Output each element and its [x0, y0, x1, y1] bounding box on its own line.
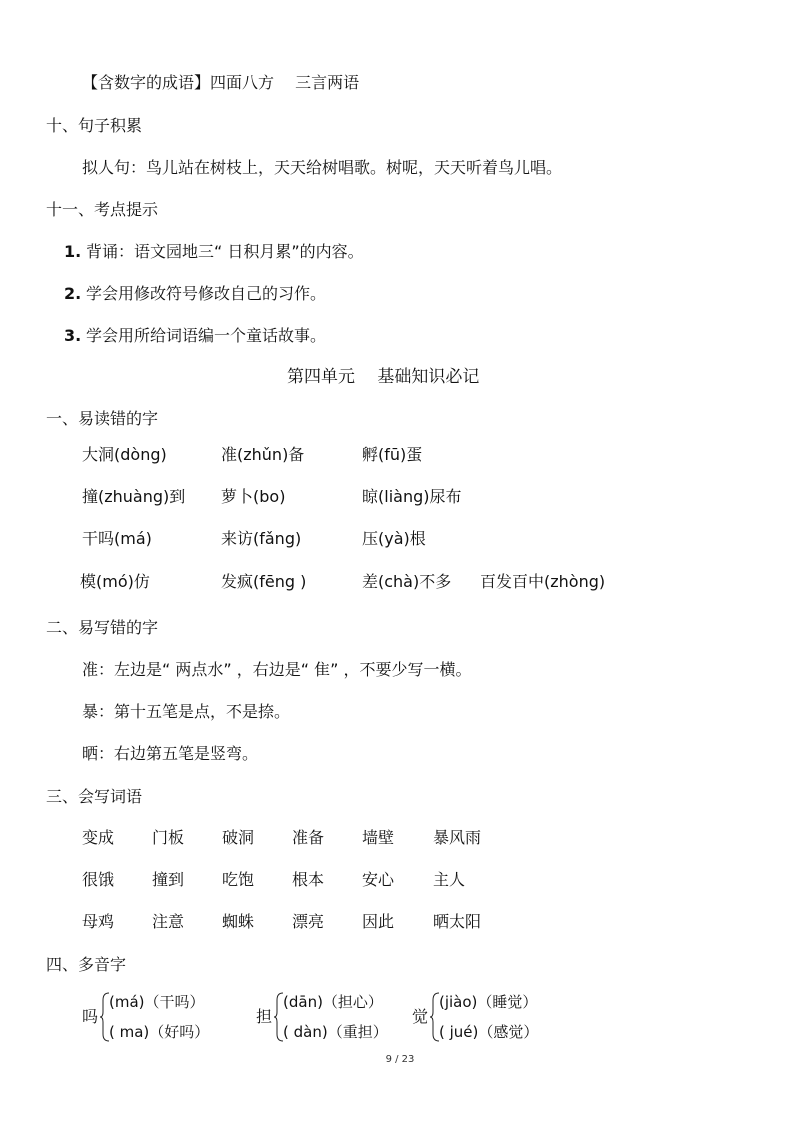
- misread-item: 压(yà)根: [362, 529, 426, 548]
- word-item: 母鸡: [82, 912, 115, 931]
- personification-sentence: 拟人句：鸟儿站在树枝上，天天给树唱歌。树呢，天天听着鸟儿唱。: [82, 158, 563, 177]
- idioms-line: 【含数字的成语】四面八方 三言两语: [82, 73, 360, 92]
- polyphone-reading: (dān)（担心）: [283, 993, 383, 1011]
- page-number: 9 / 23: [385, 1054, 415, 1065]
- word-item: 撞到: [152, 870, 185, 889]
- polyphone-reading: ( ma)（好吗）: [109, 1023, 210, 1041]
- polyphone-reading: ( jué)（感觉）: [439, 1023, 539, 1041]
- misread-item: 发疯(fēng ): [221, 572, 307, 591]
- misread-item: 萝卜(bo): [221, 487, 286, 506]
- polyphone-reading: (má)（干吗）: [109, 993, 205, 1011]
- word-item: 门板: [152, 828, 185, 847]
- polyphone-char: 吗: [82, 1007, 99, 1026]
- word-item: 墙壁: [362, 828, 395, 847]
- word-item: 主人: [433, 870, 466, 889]
- unit-title: 第四单元 基础知识必记: [287, 367, 480, 387]
- section-4-heading: 四、多音字: [46, 955, 127, 974]
- write-note-2: 暴：第十五笔是点，不是捺。: [82, 702, 291, 721]
- polyphone-group: [412, 990, 572, 1044]
- misread-item: 晾(liàng)尿布: [362, 487, 462, 506]
- misread-item: 干吗(má): [82, 529, 152, 548]
- misread-item: 模(mó)仿: [80, 572, 150, 591]
- misread-item: 差(chà)不多: [362, 572, 452, 591]
- section-1-heading: 一、易读错的字: [46, 409, 159, 428]
- word-item: 根本: [292, 870, 325, 889]
- misread-item: 准(zhǔn)备: [221, 445, 305, 464]
- polyphone-reading: ( dàn)（重担）: [283, 1023, 388, 1041]
- word-item: 很饿: [82, 870, 115, 889]
- polyphone-group: [82, 990, 232, 1044]
- word-item: 准备: [292, 828, 325, 847]
- tip-3-number: 3.: [64, 326, 82, 345]
- polyphone-group: [256, 990, 406, 1044]
- section-2-heading: 二、易写错的字: [46, 618, 159, 637]
- write-note-1: 准：左边是“ 两点水” ，右边是“ 隹” ，不要少写一横。: [82, 660, 472, 679]
- tip-3-text: 学会用所给词语编一个童话故事。: [86, 326, 327, 345]
- polyphone-reading: (jiào)（睡觉）: [439, 993, 538, 1011]
- misread-item: 孵(fū)蛋: [362, 445, 423, 464]
- word-item: 漂亮: [292, 912, 325, 931]
- word-item: 变成: [82, 828, 115, 847]
- word-item: 吃饱: [222, 870, 255, 889]
- write-note-3: 晒：右边第五笔是竖弯。: [82, 744, 259, 763]
- misread-item: 撞(zhuàng)到: [82, 487, 186, 506]
- word-item: 因此: [362, 912, 395, 931]
- misread-item: 百发百中(zhòng): [480, 572, 606, 591]
- tip-2-number: 2.: [64, 284, 82, 303]
- misread-item: 来访(fǎng): [221, 529, 302, 548]
- word-item: 暴风雨: [433, 828, 482, 847]
- word-item: 破洞: [222, 828, 255, 847]
- misread-item: 大洞(dòng): [82, 445, 167, 464]
- tip-1-text: 背诵：语文园地三“ 日积月累”的内容。: [86, 242, 364, 261]
- word-item: 晒太阳: [433, 912, 482, 931]
- word-item: 安心: [362, 870, 395, 889]
- polyphone-char: 觉: [412, 1007, 429, 1026]
- tip-2-text: 学会用修改符号修改自己的习作。: [86, 284, 327, 303]
- section-11-heading: 十一、考点提示: [46, 200, 159, 219]
- word-item: 注意: [152, 912, 185, 931]
- tip-1-number: 1.: [64, 242, 82, 261]
- polyphone-char: 担: [256, 1007, 273, 1026]
- section-3-heading: 三、会写词语: [46, 787, 143, 806]
- section-10-heading: 十、句子积累: [46, 116, 143, 135]
- word-item: 蜘蛛: [222, 912, 255, 931]
